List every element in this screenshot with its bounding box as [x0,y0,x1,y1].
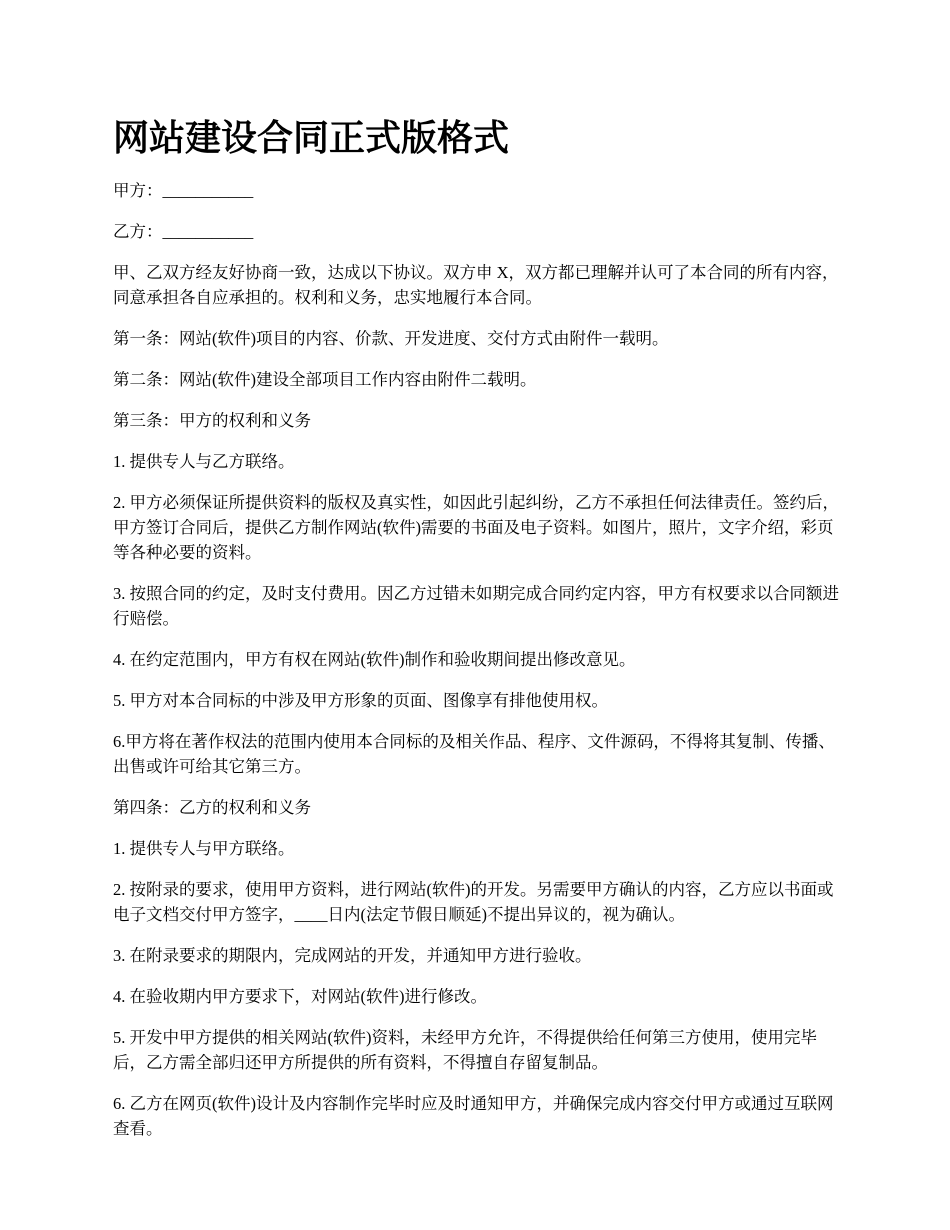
article-4-clause-4: 4. 在验收期内甲方要求下，对网站(软件)进行修改。 [113,987,487,1006]
article-1: 第一条：网站(软件)项目的内容、价款、开发进度、交付方式由附件一载明。 [113,329,669,348]
article-4-clause-2: 2. 按附录的要求，使用甲方资料，进行网站(软件)的开发。另需要甲方确认的内容，乙方应以书面或电子文档交付甲方签字，____日内(法定节假日顺延)不提出异议的，视为确认。 [113,880,834,924]
article-3-clause-1: 1. 提供专人与乙方联络。 [113,452,295,471]
article-3-clause-3: 3. 按照合同的约定，及时支付费用。因乙方过错未如期完成合同约定内容，甲方有权要求以合同额进行赔偿。 [113,584,839,628]
document-title: 网站建设合同正式版格式 [113,118,510,158]
article-4-heading: 第四条：乙方的权利和义务 [113,798,311,817]
party-a-line: 甲方：___________ [113,181,254,200]
article-4-clause-5: 5. 开发中甲方提供的相关网站(软件)资料，未经甲方允许，不得提供给任何第三方使用，使用完毕后，乙方需全部归还甲方所提供的所有资料，不得擅自存留复制品。 [113,1028,817,1072]
party-b-line: 乙方：___________ [113,222,254,241]
preamble-paragraph: 甲、乙双方经友好协商一致，达成以下协议。双方申 X，双方都已理解并认可了本合同的所有内容，同意承担各自应承担的。权利和义务，忠实地履行本合同。 [113,263,839,307]
article-3-clause-5: 5. 甲方对本合同标的中涉及甲方形象的页面、图像享有排他使用权。 [113,691,608,710]
article-3-clause-4: 4. 在约定范围内，甲方有权在网站(软件)制作和验收期间提出修改意见。 [113,650,636,669]
contract-document [113,112,843,1157]
article-3-clause-6: 6.甲方将在著作权法的范围内使用本合同标的及相关作品、程序、文件源码，不得将其复制、传播、出售或许可给其它第三方。 [113,732,835,776]
article-2: 第二条：网站(软件)建设全部项目工作内容由附件二载明。 [113,370,537,389]
article-4-clause-1: 1. 提供专人与甲方联络。 [113,839,295,858]
article-3-heading: 第三条：甲方的权利和义务 [113,411,311,430]
article-4-clause-3: 3. 在附录要求的期限内，完成网站的开发，并通知甲方进行验收。 [113,946,592,965]
article-4-clause-6: 6. 乙方在网页(软件)设计及内容制作完毕时应及时通知甲方，并确保完成内容交付甲方或通过互联网查看。 [113,1094,834,1138]
article-3-clause-2: 2. 甲方必须保证所提供资料的版权及真实性，如因此引起纠纷，乙方不承担任何法律责任。签约后，甲方签订合同后，提供乙方制作网站(软件)需要的书面及电子资料。如图片，照片，文字介绍，彩页等各种必要的资料。 [113,493,839,562]
